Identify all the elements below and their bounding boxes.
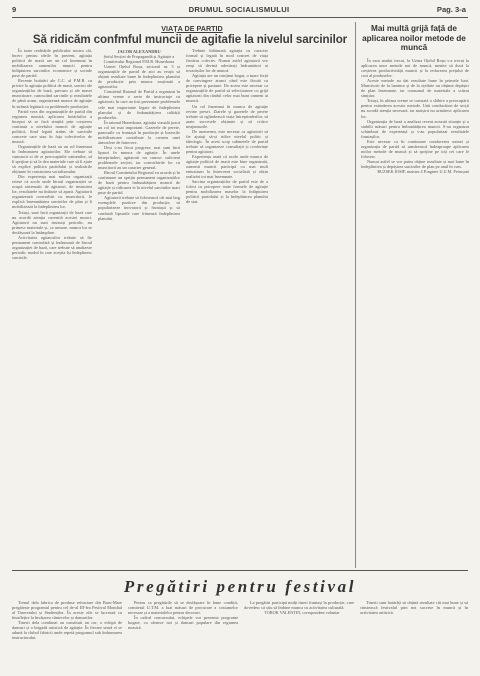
article-column-2 xyxy=(98,48,180,568)
paragraph: Experiența arată că acolo unde munca de agitație politică de masă este bine organizată, oamenii muncii participă cu mai mult entuziasm la întrecerea socialistă și obțin realizări tot mai însemnate. xyxy=(186,153,268,180)
masthead xyxy=(12,5,466,17)
paragraph: La pregătiri participă mulți tineri fruntași în producție, care dovedesc că știu să îmbine munca cu activitatea culturală. xyxy=(244,600,354,611)
side-article-column xyxy=(361,58,469,568)
paragraph: Agitatorii trebuie să folosească cât mai larg exemplele pozitive din producție, să popularizeze inovatorii și fruntașii și să combată lipsurile care frânează îndeplinirea planului. xyxy=(98,195,180,221)
bottom-column-1 xyxy=(12,600,122,670)
paragraph: Trebuie înlăturată agitația cu caracter formal și legată în mod concret de viața fiecărui colectiv. Numai astfel agitatorii vor reuși să devină adevărați îndrumători ai tovarășilor lor de muncă. xyxy=(186,48,268,74)
bottom-column-4 xyxy=(360,600,468,670)
paragraph: Este necesar ca în continuare conducerea uzinei și organizația de partid să urmărească îndeaproape aplicarea noilor metode de muncă și să sprijine pe toți cei care le folosesc. xyxy=(361,138,469,159)
bottom-column-2 xyxy=(128,600,238,670)
author-signature: TOROK VALENTIN, corespondent voluntar xyxy=(264,610,340,616)
article-column-1 xyxy=(12,48,92,568)
paragraph: Totuși, în ultima vreme se constată o slăbire a preocupării pentru extinderea acestor metode. Unii conducători de secții nu acordă atenția necesară, iar maiștrii nu urmăresc aplicarea lor. xyxy=(361,98,469,119)
paragraph: Din experiența mai multor organizații reiese că acolo unde biroul organizației se ocupă sistematic de agitatori, de instruirea lor, rezultatele nu întârzie să apară. Agitatorii organizează convorbiri cu muncitorii, le explică însemnătatea sarcinilor de plan și îi mobilizează la îndeplinirea lor. xyxy=(12,174,92,210)
paragraph: Biroul Comitetului Regional va acorda și în continuare un sprijin permanent organizațiilor de bază pentru îmbunătățirea muncii de agitație și ridicarea ei la nivelul sarcinilor mari puse de partid. xyxy=(98,170,180,196)
paragraph: Trenul dela fabrica de produse refractare din Baru-Mare pregătește programul pentru cel de-al III-lea Festival Mondial al Tineretului și Studenților. În aceste zile se lucrează cu însuflețire la învățarea cântecelor și dansurilor. xyxy=(12,600,122,621)
section-kicker: VIAȚA DE PARTID xyxy=(161,24,223,33)
paragraph: Recente hotărâri ale C.C. al P.M.R. cu privire la agitația politică de masă, sarcini ale organizațiilor de bază, precum și ale masei muncitoare, cunoscând sarcinile și rezultatele de până acum, organizează munca de agitație în strânsă legătură cu problemele producției. xyxy=(12,78,92,109)
paragraph: În toate realitățile publicului nostru cât, încerc pentru ideile în prezent, agitația politică de masă are un rol însemnat în mobilizarea oamenilor muncii pentru înfăptuirea sarcinilor economice și sociale puse de partid. xyxy=(12,48,92,79)
paragraph: Comitetul Raional de Partid a organizat în ultima vreme o serie de instructaje cu agitatorii, în care au fost prezentate problemele cele mai importante legate de îndeplinirea planului și de îmbunătățirea calității produselor. xyxy=(98,89,180,120)
paragraph: Agitația are un conținut bogat, o mare forță de convingere atunci când este făcută cu pricepere și pasiune. De aceea este necesar ca organizațiile de partid să selecționeze cu grijă agitatorii din rândul celor mai buni oameni ai muncii. xyxy=(186,73,268,104)
bottom-section-rule xyxy=(12,570,468,571)
paragraph: Uzinei Oțelul Roșu, sectorul nr. 5 și organizațiile de partid de aici au reușit să obțină rezultate bune în îndeplinirea planului de producție prin munca susținută a agitatorilor. xyxy=(98,64,180,90)
paragraph: Un rol însemnat în munca de agitație revine presei. Ziarele și gazetele de perete trebuie să oglindească viața întreprinderilor, să arate succesele obținute și să critice neajunsurile. xyxy=(186,103,268,129)
paragraph: În vara anului trecut, la Uzina Oțelul Roșu s-a trecut la aplicarea unor metode noi de muncă, menite să ducă la creșterea productivității muncii și la reducerea prețului de cost al produselor. xyxy=(361,58,469,79)
paragraph: Deși s-au făcut progrese, mai sunt încă lipsuri în munca de agitație. În unele întreprinderi, agitatorii nu cunosc suficient problemele secției, iar convorbirile lor cu muncitorii au un caracter general. xyxy=(98,144,180,171)
issue-number: 9 xyxy=(12,5,17,14)
paragraph: Sarcina organizațiilor de partid este de a folosi cu pricepere toate formele de agitație pentru mobilizarea maselor la înfăptuirea politicii partidului și la îndeplinirea planului de stat. xyxy=(186,179,268,205)
paragraph: De asemenea, este necesar ca agitatorii să fie ajutați să-și ridice nivelul politic și ideologic. În acest scop cabinetele de partid trebuie să organizeze consultații și conferințe pentru agitatori. xyxy=(186,128,268,154)
bottom-column-3 xyxy=(244,600,354,670)
paragraph: Totuși, sunt încă organizații de bază care nu acordă atenția cuvenită acestei munci. Agitatorii nu sunt instruiți periodic, nu primesc materiale și, ca urmare, munca lor se desfășoară la întâmplare. xyxy=(12,209,92,235)
article-column-3 xyxy=(186,48,268,568)
paragraph: Organizația de bază a analizat recent această situație și a stabilit măsuri pentru îmbunătățirea muncii. S-au organizat schimburi de experiență și s-au popularizat rezultatele fruntașilor. xyxy=(361,118,469,139)
newspaper-title: DRUMUL SOCIALISMULUI xyxy=(188,5,290,14)
paragraph: Tinerii sunt hotărâți să obțină rezultate cât mai bune și să cinstească festivalul prin noi succese în muncă și în activitatea artistică. xyxy=(360,600,468,616)
paragraph: În raionul Hunedoara, agitația vizuală joacă un rol tot mai important. Gazetele de perete, panourile cu fruntașii în producție și lozincile mobilizatoare contribuie la crearea unei atmosfere de întrecere. xyxy=(98,119,180,145)
column-divider xyxy=(355,22,356,568)
paragraph: Aceste metode au dat rezultate bune în primele luni. Muncitorii de la laminor și de la oțelărie au obținut depășiri de plan însemnate, iar consumul de materiale a scăzut simțitor. xyxy=(361,78,469,99)
page-number: Pag. 3-a xyxy=(436,5,466,14)
paragraph: Organizațiile de bază au un rol însemnat în îndrumarea agitatorilor. Ele trebuie să cunoască zi de zi preocupările oamenilor, să îi sprijine și să le dea materiale care să îi ajute să explice politica partidului și realizările obținute în construirea socialismului. xyxy=(12,143,92,175)
paragraph: Partid vrea din organizațiile de partid din regiunea noastră, aplicarea hotărârilor a început să se facă simțită prin creșterea continuă a nivelului muncii de agitație politică, fiind legată strâns de sarcinile concrete care stau în fața colectivelor de muncă. xyxy=(12,108,92,144)
bottom-headline: Pregătiri pentru festival xyxy=(123,577,357,596)
header-rule xyxy=(12,17,468,18)
paragraph: JACOB ALEXANDRU xyxy=(117,49,161,54)
paragraph: Pentru ca pregătirile să se desfășoare în bune condiții, comitetul U.T.M. a luat măsuri de procurare a costumelor necesare și a materialelor pentru decoruri. xyxy=(128,600,238,616)
paragraph: Numai astfel se vor putea obține rezultate și mai bune în îndeplinirea și depășirea sarcinilor de plan pe anul în curs. xyxy=(361,158,469,169)
paragraph: Activitatea agitatorilor trebuie să fie permanent controlată și îndrumată de biroul organizației de bază, care trebuie să analizeze periodic modul în care aceștia își îndeplinesc sarcinile. xyxy=(12,234,92,260)
paragraph: Tinerii dela combinat au constituit un cor, o echipă de dansuri și o brigadă artistică de agitație. În fiecare seară ei se adună la clubul fabricii unde repetă programul sub îndrumarea instructorului. xyxy=(12,620,122,641)
main-headline: Să ridicăm confmful muncii de agitafie la nivelul sarcinilor xyxy=(32,33,348,46)
paragraph: Șeful Secției de Propagandă și Agitație a Comitetului Regional P.M.R. Hunedoara xyxy=(103,54,175,65)
paragraph: În cadrul concursului, echipele vor prezenta programe bogate, cu cântece noi și dansuri populare din regiunea noastră. xyxy=(128,615,238,631)
author-signature: BUZSEK IOSIF, maistru 4 P.inginer U.U.M. Petroșani xyxy=(377,169,469,175)
side-headline: Mai multă grijă față de aplicarea noilor metode de muncă xyxy=(362,24,466,53)
